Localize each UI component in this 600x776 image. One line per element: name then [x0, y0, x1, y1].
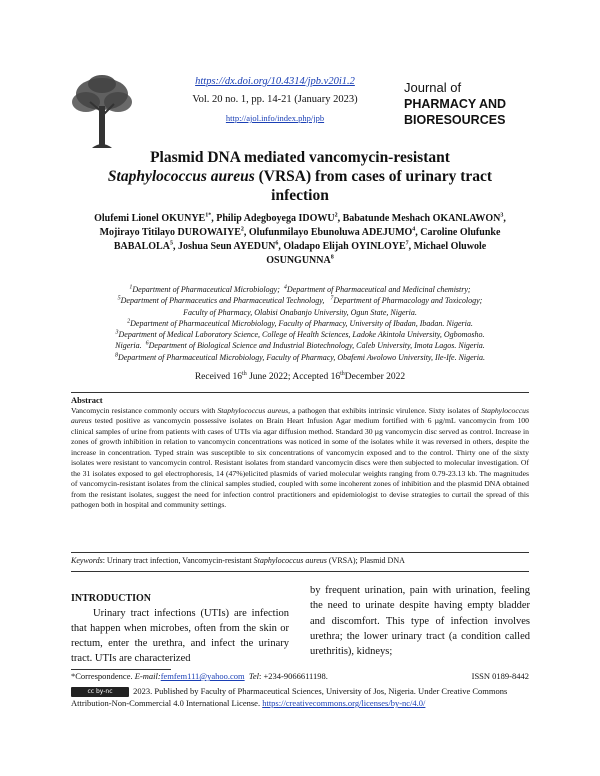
volume-line: Vol. 20 no. 1, pp. 14-21 (January 2023) — [192, 94, 358, 105]
title-species: Staphylococcus aureus — [107, 168, 255, 185]
ajol-link-wrap — [170, 113, 380, 123]
title-line-1: Plasmid DNA mediated vancomycin-resistant — [150, 149, 450, 166]
author: Oladapo Elijah OYINLOYE$^7$ — [283, 240, 409, 252]
affiliation-line: $^8$Department of Pharmaceutical Microbiology, Faculty of Pharmacy, Obafemi Awolowo University, Ile-Ife. Nigeria. — [114, 352, 486, 362]
title-line-2 — [100, 167, 500, 186]
author-list: Olufemi Lionel $OKUNYE^{1*}$, Philip Adegboyega IDOWU$^2$, Babatunde Meshach OKANLAWON$^3$, Mojirayo Titilayo DUROWAIYE$^2$, Olufunmilayo Ebunoluwa ADEJUMO$^4$, Caroline Olufunke BABALOLA$^5$, Joshua Seun AYEDUN$^6$, Oladapo Elijah OYINLOYE$^7$, Michael Oluwole OSUNGUNNA$^8$ — [94, 212, 506, 266]
keywords: Keywords: Urinary tract infection, Vancomycin-resistant Staphylococcus aureus (VRSA); Plasmid DNA — [71, 556, 405, 565]
journal-line-1: Journal of — [404, 80, 462, 95]
author: Michael Oluwole OSUNGUNNA$^8$ — [266, 241, 487, 266]
article-title — [100, 148, 500, 205]
license-notice: cc by-nc 2023. Published by Faculty of Pharmaceutical Sciences, University of Jos, Nigeria. Under Creative Commons Attribution-Non-Commercial 4.0 International License. https://creativecommons.org/licenses/by-nc/4.0/ — [71, 686, 508, 709]
author: Olufemi Lionel $OKUNYE^{1*}$ — [94, 212, 212, 224]
license-link[interactable]: https://creativecommons.org/licenses/by-nc/4.0/ — [262, 698, 426, 709]
author: Caroline Olufunke BABALOLA$^5$ — [113, 227, 501, 252]
introduction-left-column: Urinary tract infections (UTIs) are infection that happen when microbes, often from the skin or rectum, enter the urethra, and infect the urinary tract. UTIs are characterized — [71, 608, 289, 664]
doi-link[interactable]: https://dx.doi.org/10.4314/jpb.v20i1.2 — [195, 76, 355, 87]
abstract-top-rule — [71, 392, 529, 393]
affiliation-line: $^5$Department of Pharmaceutics and Pharmaceutical Technology, $^7$Department of Pharmacology and Toxicology; — [117, 295, 483, 306]
correspondence: *Correspondence. E-mail:femfem111@yahoo.com Tel: +234-9066611198. — [71, 671, 328, 681]
title-line-2-rest: (VRSA) from cases of urinary tract — [254, 168, 493, 185]
tree-icon — [62, 72, 162, 152]
title-line-3: infection — [271, 187, 329, 204]
journal-logo — [62, 72, 162, 152]
affiliation-line: Nigeria. $^6$Department of Biological Science and Industrial Biotechnology, Caleb University, Imota Lagos. Nigeria. — [115, 340, 485, 351]
author: Babatunde Meshach OKANLAWON$^3$ — [342, 212, 504, 224]
affiliations — [60, 284, 540, 363]
affiliation-line: $^2$Department of Pharmaceutical Microbiology, Faculty of Pharmacy, University of Ibadan, Ibadan. Nigeria. — [127, 318, 473, 328]
journal-name — [404, 80, 524, 128]
email-link[interactable]: femfem111@yahoo.com — [160, 671, 245, 681]
footnote-rule — [71, 669, 171, 670]
introduction-heading: INTRODUCTION — [71, 593, 152, 604]
journal-line-2: PHARMACY AND — [404, 97, 507, 111]
received-dates: Received 16th June 2022; Accepted 16thDecember 2022 — [194, 370, 406, 382]
creative-commons-icon: cc by-nc — [71, 687, 129, 697]
abstract-bottom-rule — [71, 552, 529, 553]
author: Joshua Seun AYEDUN$^6$ — [177, 240, 279, 252]
ajol-link[interactable]: http://ajol.info/index.php/jpb — [225, 113, 325, 123]
affiliation-line: Faculty of Pharmacy, Olabisi Onabanjo University, Ogun State, Nigeria. — [183, 307, 417, 317]
author: Philip Adegboyega IDOWU$^2$ — [216, 212, 338, 224]
introduction-right-column: by frequent urination, pain with urination, feeling the need to urinate despite having empty bladder and discomfort. This type of infection involves urethra; the lower urinary tract (a condition called urethritis), kidneys; — [310, 585, 530, 658]
affiliation-line: $^1$Department of Pharmaceutical Microbiology; $^4$Department of Pharmaceutical and Medicinal chemistry; — [129, 284, 471, 294]
affiliation-line: $^3$Department of Medical Laboratory Science, College of Health Sciences, Ladoke Akintola University, Ogbomosho. — [115, 329, 485, 340]
abstract-body: Vancomycin resistance commonly occurs with Staphylococcus aureus, a pathogen that exhibits intrinsic virulence. Sixty isolates of Staphylococcus aureus tested positive as vancomycin possessive isolates on Brain Heart Infusion Agar medium fortified with 6 µg/mL vancomycin from 100 clinical samples of urine from patients with cases of UTIs via agar diffusion method. Standard 30 µg vancomycin disc served as control. Increase in zones of growth inhibition in relation to vancomycin concentrations was noticed in some of the isolates while it was reversed in others, despite the increase in concentration. Typed strain was susceptible to six concentrations of vancomycin exposed and to the control. Thirty one of the sixty isolates were resistant to vancomycin control. Resistant isolates from standard vancomycin discs were then subjected to molecular investigation. Of the 31 isolates exposed to gel electrophoresis, 14 (47%)elicited plasmids of varied molecular weights ranging from 0.79-23.13 kb. The magnitudes of vancomycin-resistant isolates from the clinical samples studied, coupled with some incoherent zones of inhibition and the plasmid DNA obtained from the resistant isolates, suggest the need for infection control practitioners and epidemiologist to devise strategies to curtail the spread of this pathogen both in hospital and community settings. — [71, 406, 529, 510]
author: Mojirayo Titilayo DUROWAIYE$^2$ — [99, 226, 244, 238]
author: Olufunmilayo Ebunoluwa ADEJUMO$^4$ — [248, 226, 416, 238]
journal-line-3: BIORESOURCES — [404, 113, 506, 127]
abstract-heading: Abstract — [71, 395, 103, 405]
keywords-bottom-rule — [71, 571, 529, 572]
issn: ISSN 0189-8442 — [471, 671, 529, 681]
